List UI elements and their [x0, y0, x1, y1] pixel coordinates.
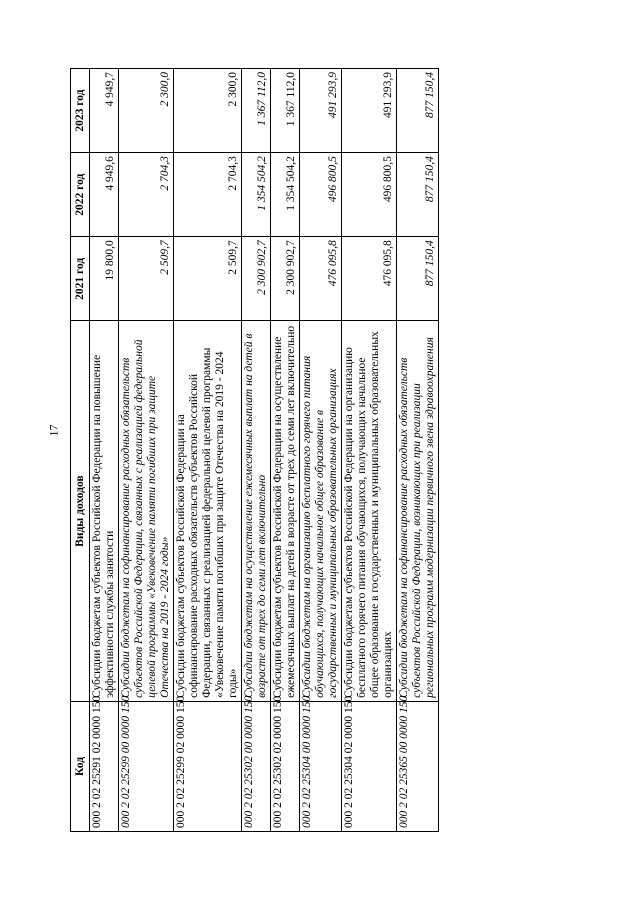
cell-revenue-type: Субсидии бюджетам на осуществление ежемесячных выплат на детей в возрасте от трех до семи лет включительно	[242, 321, 271, 701]
table-row	[300, 69, 342, 832]
table-row	[174, 69, 242, 832]
table-row	[397, 69, 439, 832]
cell-2021: 476 095,8	[300, 237, 342, 321]
cell-code: 000 2 02 25299 02 0000 150	[174, 701, 242, 831]
cell-revenue-type: Субсидии бюджетам субъектов Российской Федерации на осуществление ежемесячных выплат на детей в возрасте от трех до семи лет включительно	[271, 321, 300, 701]
cell-2022: 2 704,3	[119, 153, 174, 237]
cell-code: 000 2 02 25302 02 0000 150	[271, 701, 300, 831]
header-revenue-type: Виды доходов	[71, 321, 90, 701]
cell-2022: 4 949,6	[90, 153, 119, 237]
table-row	[271, 69, 300, 832]
cell-2022: 496 800,5	[342, 153, 397, 237]
cell-revenue-type: Субсидии бюджетам на организацию бесплатного горячего питания обучающихся, получающих начальное общее образование в государственных и муниципальных образовательных организациях	[300, 321, 342, 701]
cell-2021: 2 300 902,7	[271, 237, 300, 321]
cell-revenue-type: Субсидии бюджетам субъектов Российской Федерации на софинансирование расходных обязательств субъектов Российской Федерации, связанных с реализацией федеральной целевой программы «Увековечение памяти погибших при защите Отечества на 2019 - 2024 годы»	[174, 321, 242, 701]
table-row	[119, 69, 174, 832]
cell-2021: 19 800,0	[90, 237, 119, 321]
cell-revenue-type: Субсидии бюджетам на софинансирование расходных обязательств субъектов Российской Федерации, возникающих при реализации региональных программ модернизации первичного звена здравоохранения	[397, 321, 439, 701]
cell-2021: 476 095,8	[342, 237, 397, 321]
cell-2023: 4 949,7	[90, 69, 119, 153]
cell-2023: 877 150,4	[397, 69, 439, 153]
cell-2023: 491 293,9	[300, 69, 342, 153]
cell-code: 000 2 02 25365 00 0000 150	[397, 701, 439, 831]
table-header-row	[71, 69, 90, 832]
cell-revenue-type: Субсидии бюджетам субъектов Российской Федерации на организацию бесплатного горячего питания обучающихся, получающих начальное общее образование в государственных и муниципальных образовательных организациях	[342, 321, 397, 701]
header-2021: 2021 год	[71, 237, 90, 321]
cell-code: 000 2 02 25291 02 0000 150	[90, 701, 119, 831]
revenue-table	[70, 68, 439, 832]
table-row	[342, 69, 397, 832]
cell-revenue-type: Субсидии бюджетам субъектов Российской Федерации на повышение эффективности службы занятости	[90, 321, 119, 701]
cell-2023: 1 367 112,0	[242, 69, 271, 153]
cell-2022: 1 354 504,2	[242, 153, 271, 237]
cell-2023: 1 367 112,0	[271, 69, 300, 153]
cell-2021: 877 150,4	[397, 237, 439, 321]
header-code: Код	[71, 701, 90, 831]
cell-2021: 2 509,7	[119, 237, 174, 321]
rotated-table-container	[70, 68, 582, 832]
cell-2022: 496 800,5	[300, 153, 342, 237]
cell-code: 000 2 02 25299 00 0000 150	[119, 701, 174, 831]
cell-2022: 2 704,3	[174, 153, 242, 237]
cell-2022: 1 354 504,2	[271, 153, 300, 237]
page-number: 17	[46, 424, 61, 437]
table-row	[90, 69, 119, 832]
cell-revenue-type: Субсидии бюджетам на софинансирование расходных обязательств субъектов Российской Федерации, связанных с реализацией федеральной целевой программы «Увековечение памяти погибших при защите Отечества на 2019 - 2024 годы»	[119, 321, 174, 701]
header-2023: 2023 год	[71, 69, 90, 153]
cell-2022: 877 150,4	[397, 153, 439, 237]
cell-2021: 2 509,7	[174, 237, 242, 321]
cell-2023: 2 300,0	[174, 69, 242, 153]
cell-2021: 2 300 902,7	[242, 237, 271, 321]
cell-2023: 491 293,9	[342, 69, 397, 153]
cell-2023: 2 300,0	[119, 69, 174, 153]
table-body	[90, 69, 439, 832]
cell-code: 000 2 02 25304 00 0000 150	[300, 701, 342, 831]
cell-code: 000 2 02 25302 00 0000 150	[242, 701, 271, 831]
table-row	[242, 69, 271, 832]
cell-code: 000 2 02 25304 02 0000 150	[342, 701, 397, 831]
header-2022: 2022 год	[71, 153, 90, 237]
